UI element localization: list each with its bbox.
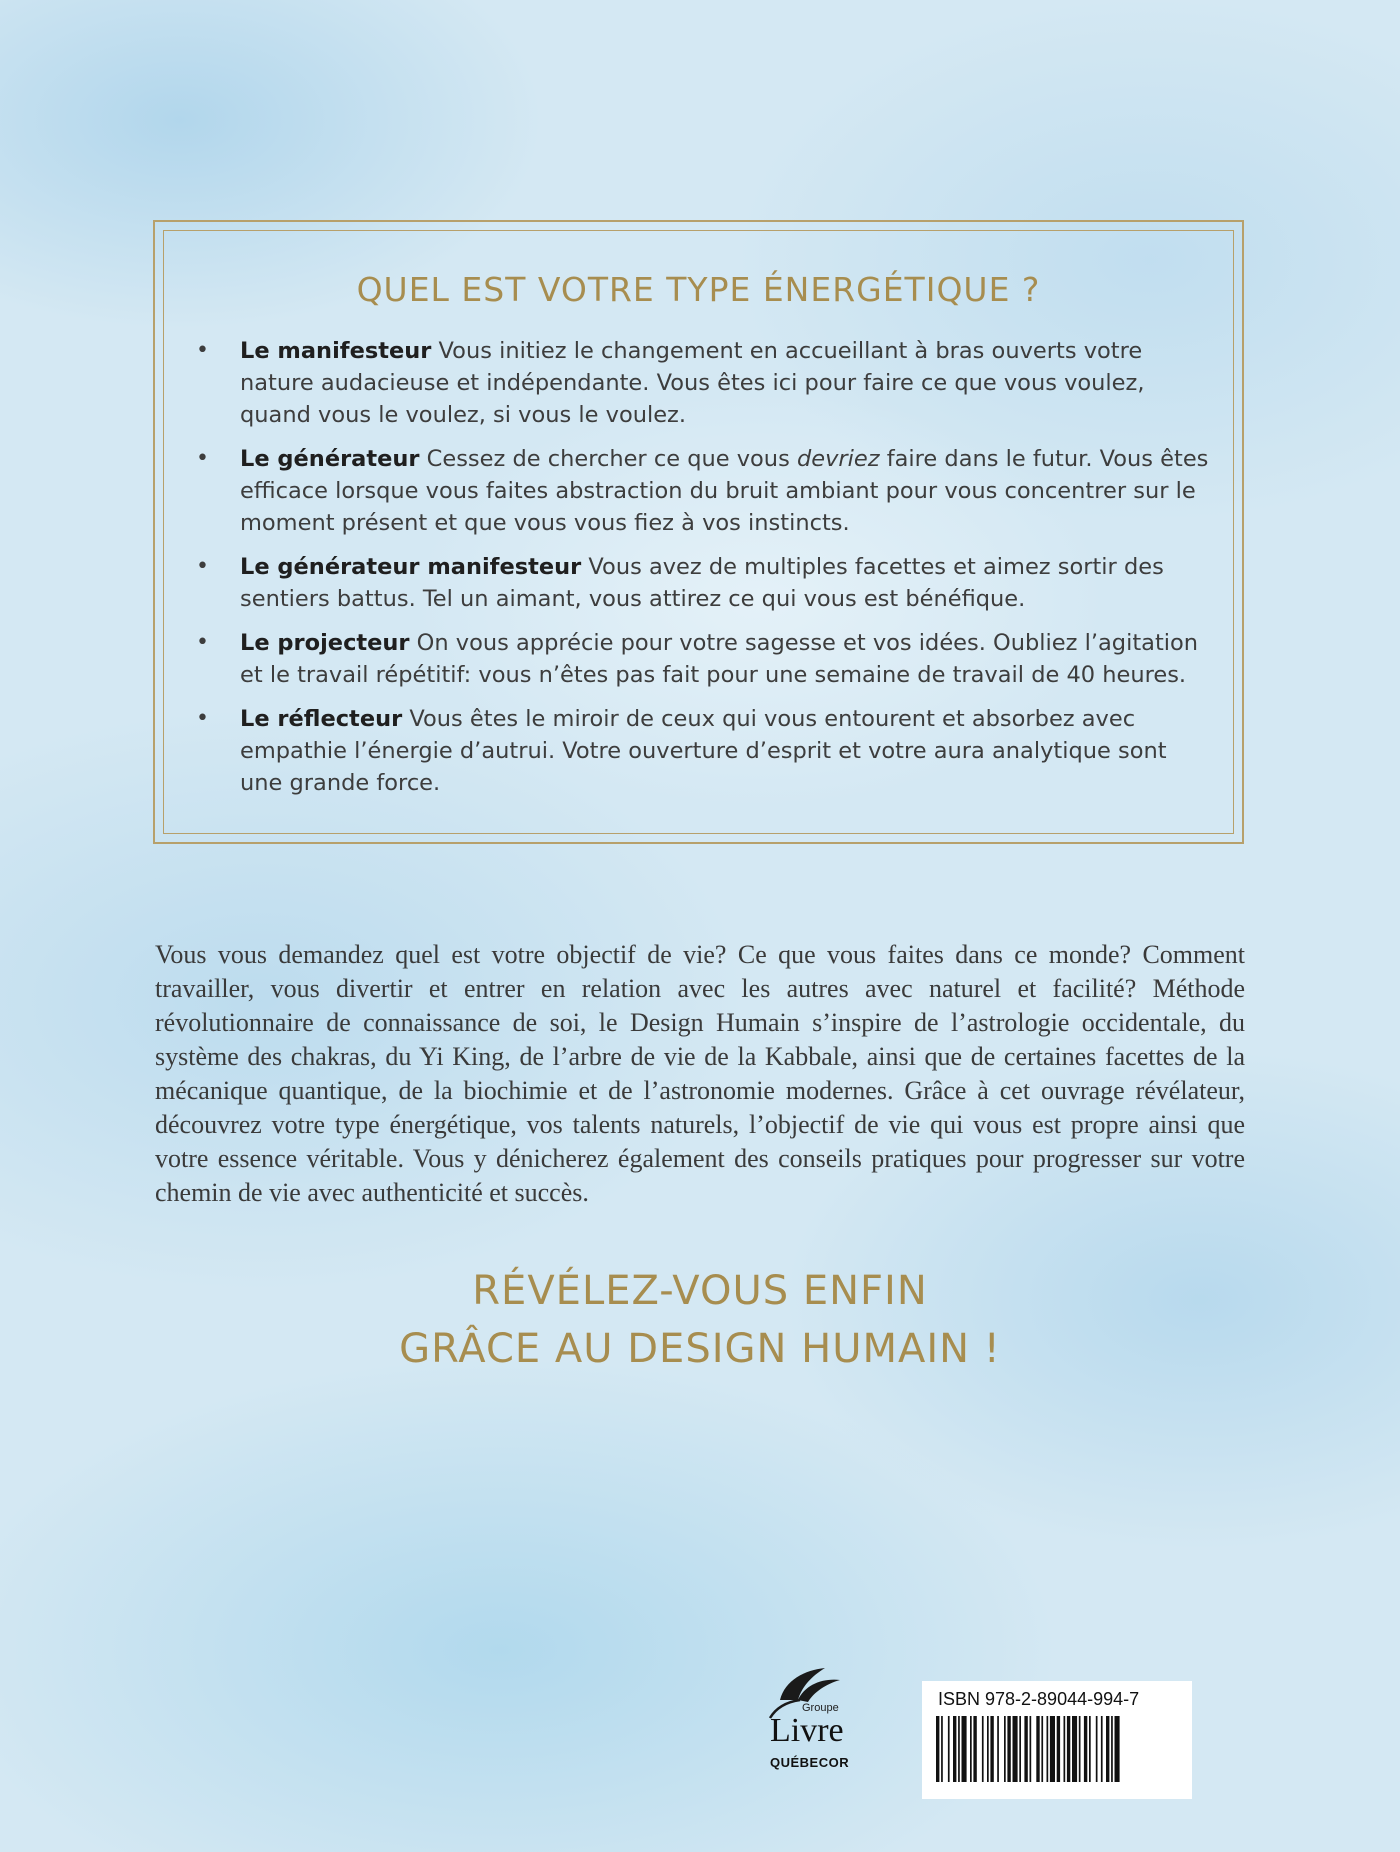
barcode-bar bbox=[1041, 1716, 1043, 1782]
back-cover-blurb: Vous vous demandez quel est votre objectif de vie? Ce que vous faites dans ce monde? Comment travailler, vous divertir et entrer en relation avec les autres avec naturel et facilité? Méthode révolutionnaire de connaissance de soi, le Design Humain s’inspire de l’astrologie occidentale, du système des chakras, du Yi King, de l’arbre de vie de la Kabbale, ainsi que de certaines facettes de la mécanique quantique, de la biochimie et de l’astronomie modernes. Grâce à cet ouvrage révélateur, découvrez votre type énergétique, vos talents naturels, l’objectif de vie qui vous est propre ainsi que votre essence véritable. Vous y dénicherez également des conseils pratiques pour progresser sur votre chemin de vie avec authenticité et succès. bbox=[155, 940, 1245, 1207]
barcode-bar bbox=[1064, 1716, 1066, 1782]
list-item-projecteur bbox=[196, 627, 1216, 691]
barcode-bar bbox=[1084, 1716, 1087, 1782]
barcode-bar bbox=[1079, 1716, 1081, 1782]
barcode-bar bbox=[982, 1716, 984, 1782]
publisher-groupe: Groupe bbox=[802, 1702, 839, 1714]
bullet: • bbox=[196, 554, 209, 579]
bullet: • bbox=[196, 706, 209, 731]
box-title: QUEL EST VOTRE TYPE ÉNERGÉTIQUE ? bbox=[356, 270, 1041, 309]
type-description: Vous initiez le changement en accueillant à bras ouverts votre nature audacieuse et indépendante. Vous êtes ici pour faire ce que vous voulez, quand vous le voulez, si vous le voulez. bbox=[240, 338, 1145, 428]
barcode-bar bbox=[973, 1716, 976, 1782]
type-term: Le générateur bbox=[240, 446, 420, 472]
barcode-bar bbox=[1111, 1716, 1113, 1782]
list-item-generateur-manifesteur bbox=[196, 551, 1216, 615]
barcode-bar bbox=[970, 1716, 972, 1782]
barcode-bar bbox=[1096, 1716, 1098, 1782]
publisher-livre: Livre bbox=[770, 1712, 844, 1749]
bullet: • bbox=[196, 446, 209, 471]
isbn-number: ISBN 978-2-89044-994-7 bbox=[938, 1689, 1140, 1709]
barcode-bar bbox=[1007, 1716, 1010, 1782]
type-description-emphasis: devriez bbox=[796, 446, 880, 472]
type-term: Le générateur manifesteur bbox=[240, 554, 582, 580]
type-description-part: faire dans le futur. Vous êtes efficace lorsque vous faites abstraction du bruit ambiant pour vous concentrer sur le moment présent et que vous vous fiez à vos instincts. bbox=[240, 446, 1209, 536]
barcode-bar bbox=[987, 1716, 989, 1782]
bullet: • bbox=[196, 338, 209, 363]
barcode-bar bbox=[1030, 1716, 1032, 1782]
barcode-bar bbox=[1004, 1716, 1006, 1782]
barcode-bar bbox=[1036, 1716, 1039, 1782]
isbn-barcode bbox=[922, 1681, 1192, 1799]
publisher-quebecor: QUÉBECOR bbox=[770, 1755, 850, 1770]
barcode-bar bbox=[953, 1716, 956, 1782]
barcode-bar bbox=[1106, 1716, 1109, 1782]
type-description-part: Cessez de chercher ce que vous bbox=[419, 446, 797, 472]
slogan-line-1: RÉVÉLEZ-VOUS ENFIN bbox=[472, 1268, 928, 1314]
barcode-bar bbox=[1101, 1716, 1103, 1782]
barcode-bar bbox=[990, 1716, 993, 1782]
barcode-bar bbox=[1115, 1716, 1120, 1782]
type-description: Vous êtes le miroir de ceux qui vous entourent et absorbez avec empathie l’énergie d’autrui. Votre ouverture d’esprit et votre aura analytique sont une grande force. bbox=[240, 706, 1167, 796]
barcode-bar bbox=[1047, 1716, 1049, 1782]
barcode-bar bbox=[962, 1716, 967, 1782]
barcode-bar bbox=[948, 1716, 950, 1782]
barcode-bar bbox=[1019, 1716, 1021, 1782]
energy-type-list bbox=[196, 335, 1216, 811]
barcode-bar bbox=[936, 1716, 939, 1782]
type-term: Le manifesteur bbox=[240, 338, 432, 364]
barcode-bar bbox=[1013, 1716, 1018, 1782]
list-item-manifesteur bbox=[196, 335, 1216, 431]
barcode-bar bbox=[1072, 1716, 1077, 1782]
barcode-bar bbox=[997, 1716, 999, 1782]
type-description: Vous avez de multiples facettes et aimez sortir des sentiers battus. Tel un aimant, vous attirez ce qui vous est bénéfique. bbox=[240, 554, 1164, 612]
list-item-generateur bbox=[196, 443, 1216, 539]
bullet: • bbox=[196, 630, 209, 655]
list-item-reflecteur bbox=[196, 703, 1216, 799]
type-term: Le projecteur bbox=[240, 630, 410, 656]
barcode-bar bbox=[1024, 1716, 1027, 1782]
publisher-logo bbox=[750, 1660, 880, 1790]
barcode-bar bbox=[1057, 1716, 1060, 1782]
barcode-bar bbox=[941, 1716, 943, 1782]
barcode-bar bbox=[1067, 1716, 1070, 1782]
barcode-bar bbox=[1089, 1716, 1091, 1782]
slogan-line-2: GRÂCE AU DESIGN HUMAIN ! bbox=[399, 1326, 1001, 1372]
type-description: On vous apprécie pour votre sagesse et vos idées. Oubliez l’agitation et le travail répétitif: vous n’êtes pas fait pour une semaine de travail de 40 heures. bbox=[240, 630, 1199, 688]
barcode-bar bbox=[958, 1716, 960, 1782]
barcode-bar bbox=[1050, 1716, 1055, 1782]
slogan bbox=[0, 1262, 1400, 1378]
type-term: Le réflecteur bbox=[240, 706, 403, 732]
barcode-bars bbox=[932, 1716, 1182, 1782]
